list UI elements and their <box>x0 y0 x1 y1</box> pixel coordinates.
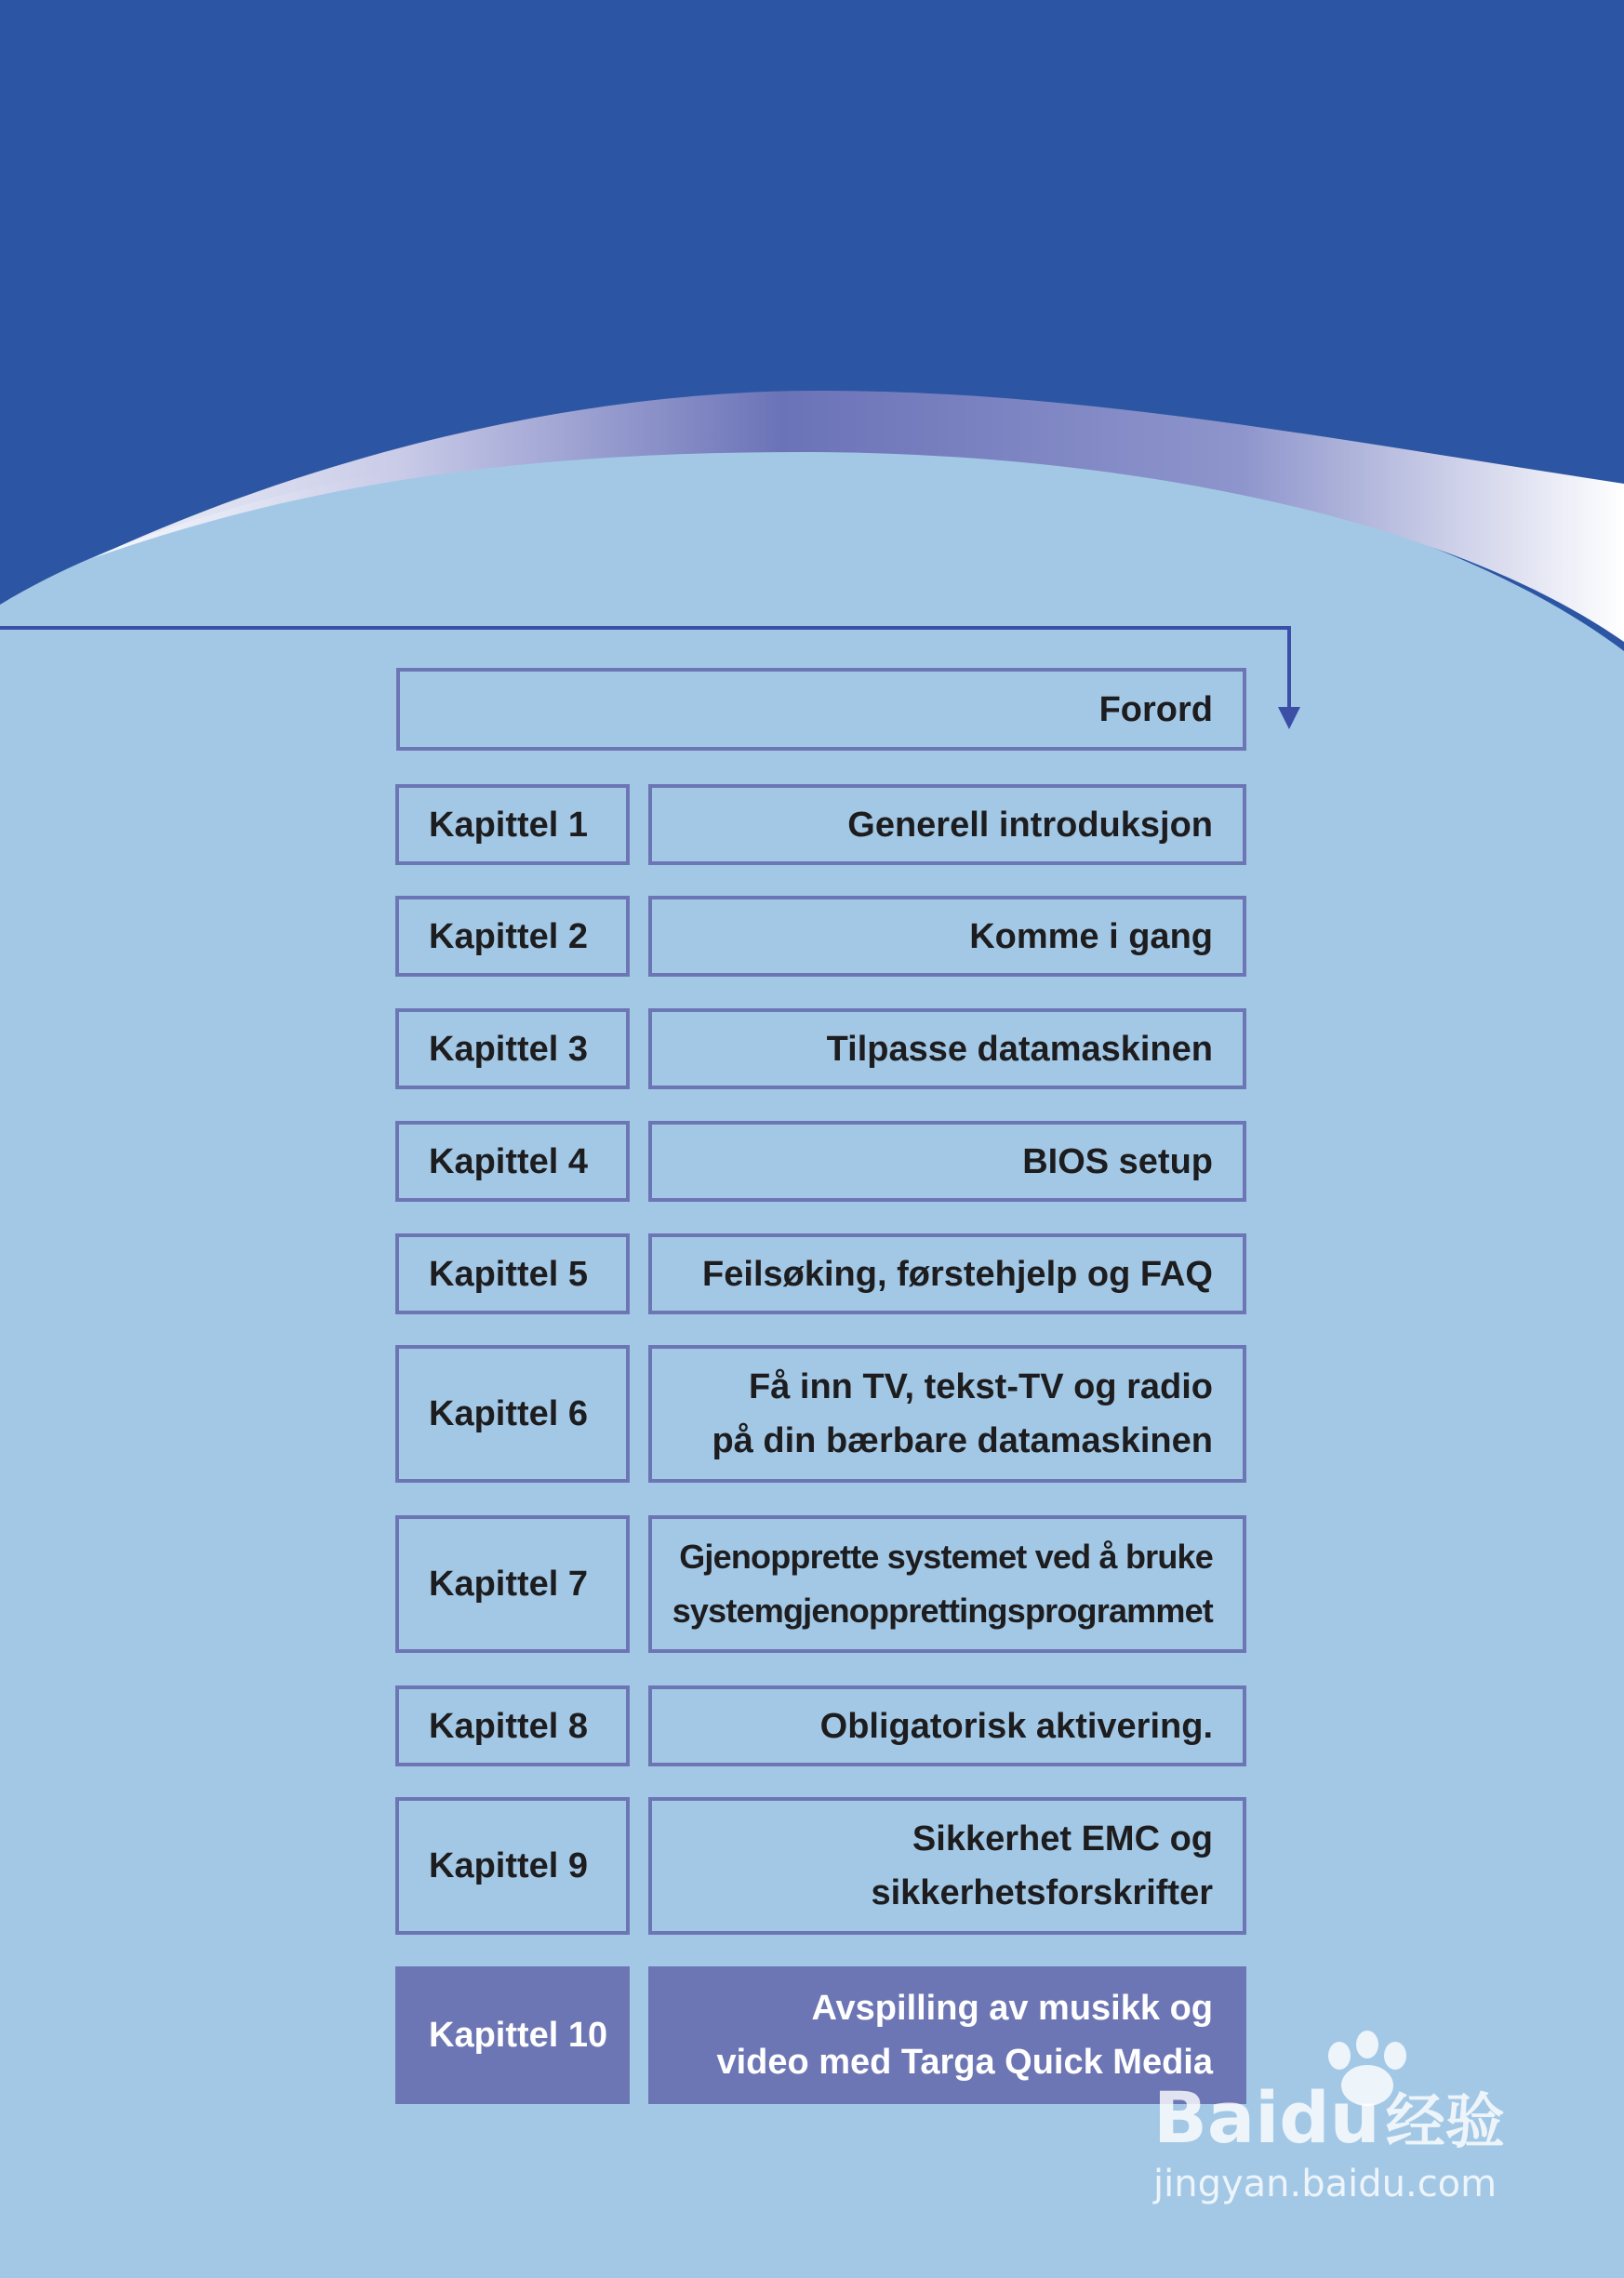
chapter-title-line: Sikkerhet EMC og <box>912 1819 1213 1858</box>
chapter-title-line: Feilsøking, førstehjelp og FAQ <box>702 1254 1213 1294</box>
chapter-title-line: Komme i gang <box>969 916 1213 956</box>
toc-chapter-title-box[interactable] <box>648 784 1246 865</box>
toc-chapter-title-box[interactable] <box>648 1797 1246 1935</box>
chapter-title-line: video med Targa Quick Media <box>716 2043 1213 2082</box>
chapter-title-line: sikkerhetsforskrifter <box>871 1873 1213 1912</box>
toc-chapter-title-box[interactable] <box>648 1345 1246 1483</box>
toc-chapter-label-box[interactable] <box>395 1515 630 1653</box>
toc-forord[interactable] <box>396 668 1246 751</box>
chapter-label: Kapittel 4 <box>429 1141 589 1181</box>
watermark-brand: Baidu经验 <box>1153 2076 1505 2159</box>
toc-chapter-label-box[interactable] <box>395 1797 630 1935</box>
chapter-title-line: systemgjenopprettingsprogrammet <box>672 1592 1213 1630</box>
chapter-title-line: Gjenopprette systemet ved å bruke <box>679 1538 1213 1576</box>
toc-chapter-title-box[interactable] <box>648 1121 1246 1202</box>
toc-chapter-title-box[interactable] <box>648 1008 1246 1089</box>
chapter-title-line: Få inn TV, tekst-TV og radio <box>749 1367 1213 1406</box>
watermark-url: jingyan.baidu.com <box>1153 2163 1498 2205</box>
chapter-label: Kapittel 10 <box>429 2016 608 2055</box>
chapter-label: Kapittel 2 <box>429 916 589 956</box>
chapter-title-line: på din bærbare datamaskinen <box>712 1421 1213 1460</box>
toc-chapter-label-box[interactable] <box>395 1345 630 1483</box>
baidu-watermark <box>1153 2028 1544 2214</box>
forord-label: Forord <box>1098 689 1213 729</box>
chapter-label: Kapittel 3 <box>429 1029 589 1069</box>
toc-chapter-title-box[interactable] <box>648 1685 1246 1766</box>
chapter-label: Kapittel 6 <box>429 1394 589 1433</box>
chapter-title-line: Obligatorisk aktivering. <box>819 1706 1213 1746</box>
toc-chapter-label-box[interactable] <box>395 896 630 977</box>
chapter-title-line: Tilpasse datamaskinen <box>826 1029 1213 1069</box>
toc-chapter-title-box[interactable] <box>648 1515 1246 1653</box>
toc-chapter-label-box[interactable] <box>395 1233 630 1314</box>
chapter-title-line: Avspilling av musikk og <box>811 1989 1213 2028</box>
toc-chapter-label-box[interactable] <box>395 784 630 865</box>
chapter-label: Kapittel 1 <box>429 805 589 845</box>
chapter-label: Kapittel 7 <box>429 1565 589 1604</box>
toc-chapter-label-box[interactable] <box>395 1008 630 1089</box>
toc-chapter-label-box[interactable] <box>395 1121 630 1202</box>
toc-chapter-title-box[interactable] <box>648 896 1246 977</box>
chapter-label: Kapittel 5 <box>429 1254 589 1294</box>
toc-chapter-label-box[interactable] <box>395 1966 630 2104</box>
toc-chapter-title-box[interactable] <box>648 1233 1246 1314</box>
chapter-label: Kapittel 9 <box>429 1846 589 1885</box>
chapter-title-line: Generell introduksjon <box>847 805 1213 845</box>
toc-chapter-label-box[interactable] <box>395 1685 630 1766</box>
chapter-label: Kapittel 8 <box>429 1706 589 1746</box>
chapter-title-line: BIOS setup <box>1022 1141 1213 1181</box>
